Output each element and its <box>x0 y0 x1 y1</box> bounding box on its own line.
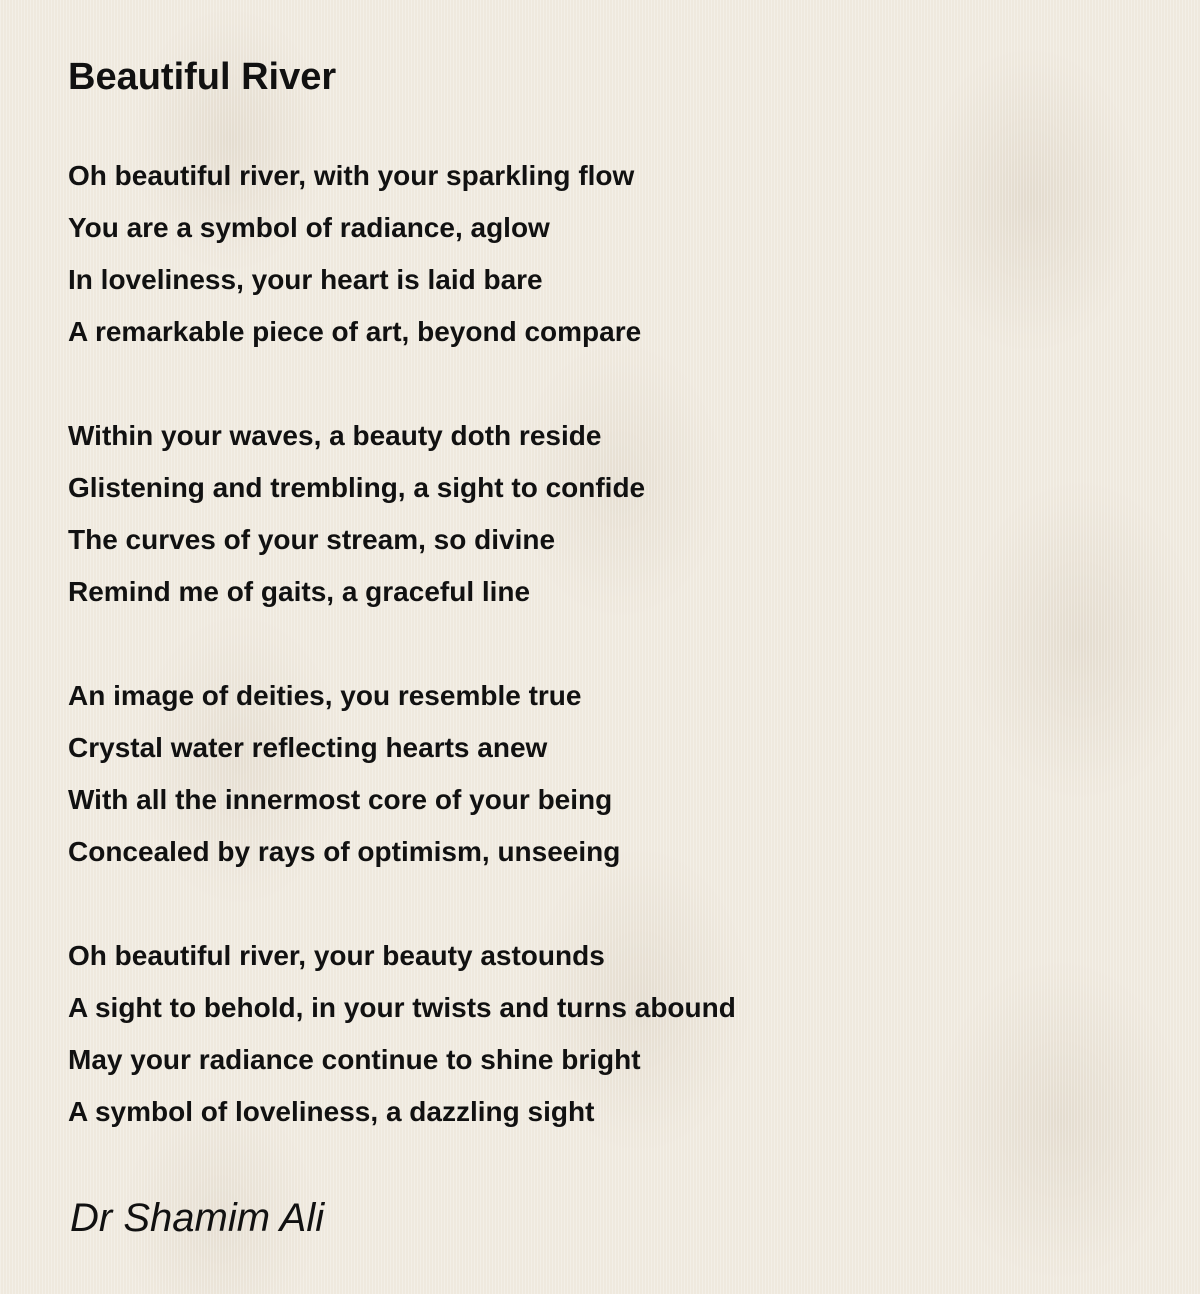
poem-body <box>68 150 736 1138</box>
stanza-4 <box>68 930 736 1138</box>
stanza-3 <box>68 670 736 878</box>
stanza-2 <box>68 410 736 618</box>
poem-line: Glistening and trembling, a sight to confide <box>68 472 646 503</box>
poem-line: With all the innermost core of your being <box>68 784 613 815</box>
poem-line: A sight to behold, in your twists and turns abound <box>68 992 736 1023</box>
poem-line: A remarkable piece of art, beyond compare <box>68 316 642 347</box>
stanza-1 <box>68 150 736 358</box>
poem-line: In loveliness, your heart is laid bare <box>68 264 543 295</box>
poem-card <box>68 52 1148 1127</box>
poem-author: Dr Shamim Ali <box>70 1196 325 1240</box>
poem-line: Within your waves, a beauty doth reside <box>68 420 602 451</box>
poem-line: You are a symbol of radiance, aglow <box>68 212 550 243</box>
poem-line: An image of deities, you resemble true <box>68 680 582 711</box>
poem-line: The curves of your stream, so divine <box>68 524 556 555</box>
poem-line: Crystal water reflecting hearts anew <box>68 732 548 763</box>
poem-line: A symbol of loveliness, a dazzling sight <box>68 1096 595 1127</box>
poem-line: May your radiance continue to shine bright <box>68 1044 641 1075</box>
poem-line: Oh beautiful river, your beauty astounds <box>68 940 605 971</box>
poem-line: Concealed by rays of optimism, unseeing <box>68 836 621 867</box>
poem-line: Oh beautiful river, with your sparkling flow <box>68 160 635 191</box>
poem-title: Beautiful River <box>68 56 337 98</box>
poem-line: Remind me of gaits, a graceful line <box>68 576 531 607</box>
